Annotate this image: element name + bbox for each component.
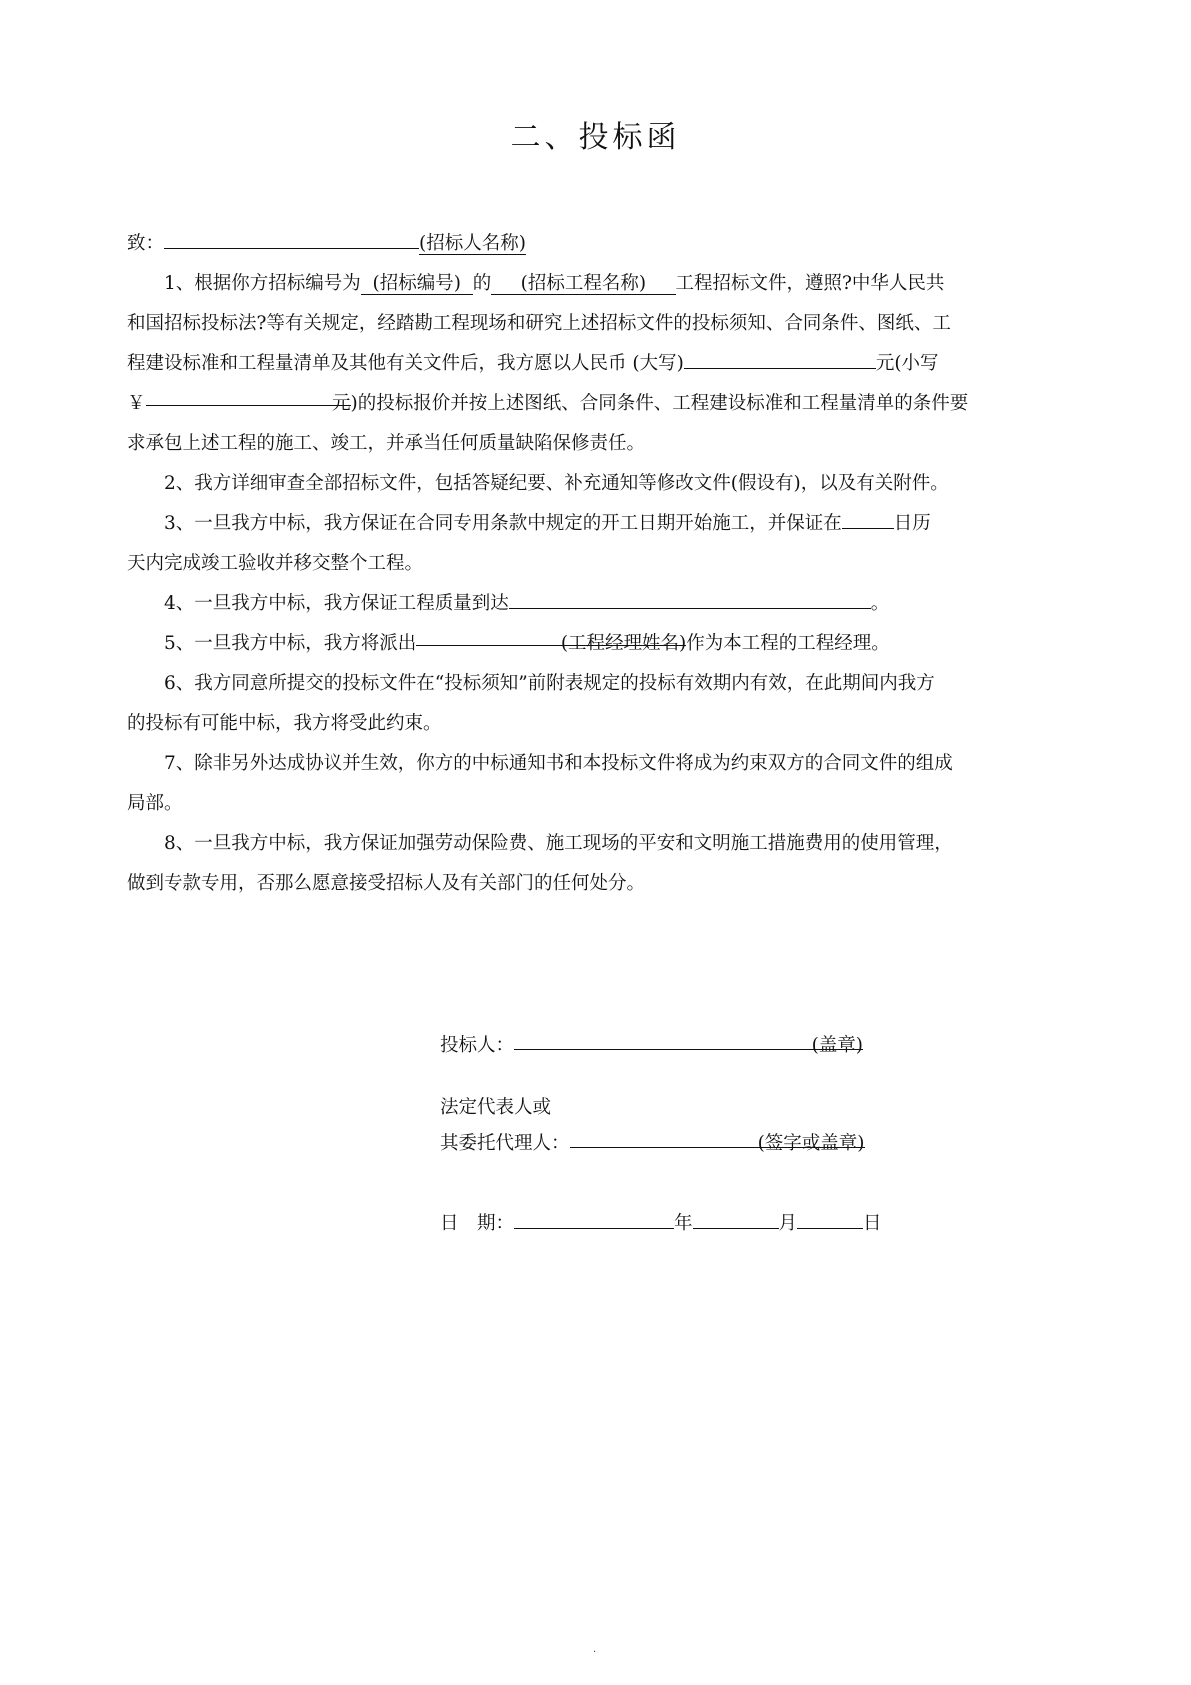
amount-lowercase-blank[interactable]: 元 xyxy=(146,384,351,406)
project-manager-blank[interactable]: (工程经理姓名) xyxy=(416,624,686,646)
letter-body xyxy=(127,224,1072,904)
clause-1-line-5: 求承包上述工程的施工、竣工，并承当任何质量缺陷保修责任。 xyxy=(127,433,646,454)
date-block xyxy=(440,1206,960,1242)
signature-block xyxy=(440,1028,960,1064)
day-blank[interactable] xyxy=(797,1207,863,1229)
year-blank[interactable] xyxy=(514,1207,674,1229)
page-footer-mark: . xyxy=(593,1644,597,1655)
date-row: 日 期： 年 月 日 xyxy=(440,1206,960,1242)
representative-sign-blank[interactable]: (签字或盖章) xyxy=(570,1126,865,1148)
tenderee-name-blank[interactable] xyxy=(164,227,419,249)
representative-line-1: 法定代表人或 xyxy=(440,1097,552,1118)
clause-6-line-2: 的投标有可能中标，我方将受此约束。 xyxy=(127,713,442,734)
tenderee-name-placeholder: (招标人名称) xyxy=(419,233,526,254)
addressee-line: 致： (招标人名称) xyxy=(127,224,1072,264)
clause-6-line-1: 6、我方同意所提交的投标文件在“投标须知”前附表规定的投标有效期内有效，在此期间内我方 xyxy=(164,673,935,694)
project-name-placeholder[interactable]: (招标工程名称) xyxy=(491,273,675,295)
page-title: 二、投标函 xyxy=(510,120,681,155)
amount-uppercase-blank[interactable] xyxy=(684,347,876,369)
clause-5: 5、一旦我方中标，我方将派出 (工程经理姓名)作为本工程的工程经理。 xyxy=(127,624,1072,664)
bidder-row: 投标人： (盖章) xyxy=(440,1028,960,1064)
clause-2: 2、我方详细审查全部招标文件，包括答疑纪要、补充通知等修改文件(假设有)，以及有关附件。 xyxy=(164,473,949,494)
clause-8-line-1: 8、一旦我方中标，我方保证加强劳动保险费、施工现场的平安和文明施工措施费用的使用管理， xyxy=(164,833,953,854)
clause-1-line-3: 程建设标准和工程量清单及其他有关文件后，我方愿以人民币 (大写) 元(小写 xyxy=(127,344,1072,384)
clause-3-line-2: 天内完成竣工验收并移交整个工程。 xyxy=(127,553,424,574)
quality-standard-blank[interactable] xyxy=(509,587,871,609)
clause-8-line-2: 做到专款专用，否那么愿意接受招标人及有关部门的任何处分。 xyxy=(127,873,646,894)
clause-3-line-1: 3、一旦我方中标，我方保证在合同专用条款中规定的开工日期开始施工，并保证在 日历 xyxy=(127,504,1072,544)
clause-7-line-2: 局部。 xyxy=(127,793,183,814)
bid-number-placeholder[interactable]: (招标编号) xyxy=(361,273,473,295)
clause-1-line-4: ￥ 元)的投标报价并按上述图纸、合同条件、工程建设标准和工程量清单的条件要 xyxy=(127,384,1072,424)
bidder-stamp-blank[interactable]: (盖章) xyxy=(514,1028,863,1050)
month-blank[interactable] xyxy=(693,1207,779,1229)
representative-block xyxy=(440,1090,960,1162)
calendar-days-blank[interactable] xyxy=(842,507,894,529)
clause-1-line-1: 1、根据你方招标编号为 (招标编号) 的 (招标工程名称) 工程招标文件，遵照?中华人民共 xyxy=(164,273,945,294)
representative-line-2: 其委托代理人： (签字或盖章) xyxy=(440,1126,960,1162)
clause-1-line-2: 和国招标投标法?等有关规定，经踏勘工程现场和研究上述招标文件的投标须知、合同条件、图纸、工 xyxy=(127,313,951,334)
clause-4: 4、一旦我方中标，我方保证工程质量到达 。 xyxy=(127,584,1072,624)
clause-7-line-1: 7、除非另外达成协议并生效，你方的中标通知书和本投标文件将成为约束双方的合同文件的组成 xyxy=(164,753,953,774)
